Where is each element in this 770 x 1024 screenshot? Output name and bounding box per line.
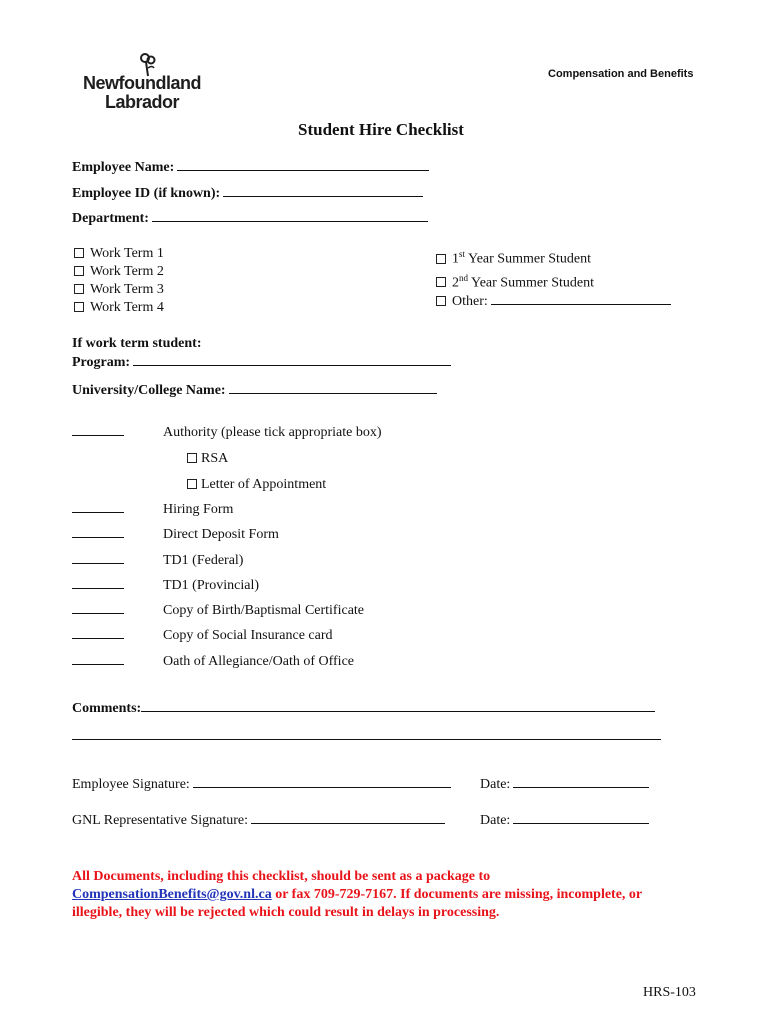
employee-name-row: [72, 158, 429, 176]
work-term-4-checkbox[interactable]: [74, 302, 84, 312]
rsa-checkbox[interactable]: [187, 453, 197, 463]
list-item: [72, 527, 279, 552]
checklist-blank[interactable]: [72, 553, 124, 564]
employee-id-field[interactable]: [223, 184, 423, 197]
second-year-summer-checkbox[interactable]: [436, 277, 446, 287]
header-department: Compensation and Benefits: [548, 68, 694, 80]
other-checkbox[interactable]: [436, 296, 446, 306]
checklist-label: Copy of Social Insurance card: [163, 628, 333, 644]
work-term-3-checkbox[interactable]: [74, 284, 84, 294]
summer-label: 1: [452, 251, 459, 267]
employee-id-label: Employee ID (if known):: [72, 186, 221, 201]
employee-name-field[interactable]: [177, 158, 429, 171]
logo-line2: Labrador: [105, 92, 180, 112]
date-label: Date:: [480, 813, 511, 828]
work-term-2-checkbox[interactable]: [74, 266, 84, 276]
date-label: Date:: [480, 777, 511, 792]
list-item: [436, 292, 671, 311]
gnl-date-row: [480, 811, 649, 829]
summer-label: 2: [452, 275, 459, 291]
checklist-label: Hiring Form: [163, 502, 234, 517]
checklist-blank[interactable]: [72, 654, 124, 665]
notice-line2: [72, 886, 642, 904]
gnl-signature-field[interactable]: [251, 811, 445, 824]
work-term-list: [74, 245, 164, 317]
list-item: [72, 628, 333, 653]
authority-option-rsa: [187, 451, 228, 467]
authority-row: [72, 425, 382, 441]
work-term-label: Work Term 4: [90, 300, 164, 315]
work-term-heading: If work term student:: [72, 336, 202, 351]
checklist-blank[interactable]: [72, 502, 124, 513]
list-item: [436, 269, 671, 293]
first-year-summer-checkbox[interactable]: [436, 254, 446, 264]
employee-name-label: Employee Name:: [72, 160, 175, 175]
pitcher-plant-icon: [137, 52, 157, 78]
ordinal-suffix: nd: [459, 272, 468, 283]
ordinal-suffix: st: [459, 249, 466, 259]
university-label: University/College Name:: [72, 383, 226, 398]
rsa-label: RSA: [201, 451, 229, 466]
notice-line3: illegible, they will be rejected which could result in delays in processing.: [72, 905, 500, 920]
list-item: [74, 299, 164, 317]
notice-text: or fax 709-729-7167. If documents are missing, incomplete, or: [271, 887, 643, 902]
list-item: [74, 281, 164, 299]
gnl-signature-row: [72, 811, 445, 829]
work-term-label: Work Term 3: [90, 282, 164, 297]
university-field[interactable]: [229, 381, 437, 394]
employee-signature-label: Employee Signature:: [72, 777, 190, 792]
work-term-label: Work Term 2: [90, 264, 164, 279]
employee-signature-field[interactable]: [193, 775, 451, 788]
department-label: Department:: [72, 211, 149, 226]
department-row: [72, 209, 428, 227]
work-term-1-checkbox[interactable]: [74, 248, 84, 258]
summer-label: Year Summer Student: [468, 275, 594, 291]
checklist-blank[interactable]: [72, 628, 124, 639]
checklist-label: Direct Deposit Form: [163, 527, 279, 543]
list-item: [72, 577, 260, 603]
checklist-label: TD1 (Provincial): [163, 577, 260, 593]
authority-blank[interactable]: [72, 425, 124, 436]
list-item: [74, 263, 164, 281]
gnl-signature-label: GNL Representative Signature:: [72, 813, 248, 828]
department-field[interactable]: [152, 209, 428, 222]
checklist-blank[interactable]: [72, 578, 124, 589]
program-label: Program:: [72, 355, 131, 370]
checklist-blank[interactable]: [72, 527, 124, 538]
other-field[interactable]: [491, 292, 671, 305]
notice-line1: All Documents, including this checklist, should be sent as a package to: [72, 869, 491, 884]
checklist-label: Oath of Allegiance/Oath of Office: [163, 653, 355, 669]
list-item: [72, 552, 244, 578]
page-title: Student Hire Checklist: [298, 120, 464, 139]
list-item: [72, 603, 365, 628]
comments-label: Comments:: [72, 701, 142, 716]
checklist-label: Copy of Birth/Baptismal Certificate: [163, 603, 365, 619]
employee-signature-row: [72, 775, 451, 793]
letter-of-appointment-checkbox[interactable]: [187, 479, 197, 489]
employee-date-field[interactable]: [513, 775, 649, 788]
letter-of-appointment-label: Letter of Appointment: [201, 477, 327, 492]
email-link[interactable]: CompensationBenefits@gov.nl.ca: [72, 887, 272, 902]
summer-student-list: [436, 245, 671, 311]
summer-label: Year Summer Student: [465, 251, 592, 267]
other-label: Other:: [452, 294, 488, 310]
logo: [83, 52, 201, 112]
comments-field[interactable]: [141, 699, 655, 712]
logo-line1: Newfoundland: [83, 73, 201, 93]
authority-option-letter: [187, 477, 326, 493]
list-item: [72, 502, 234, 527]
comments-field-line2[interactable]: [72, 727, 661, 740]
checklist: [72, 502, 365, 679]
list-item: [74, 245, 164, 263]
program-row: [72, 353, 451, 371]
comments-row: [72, 699, 655, 717]
authority-label: Authority (please tick appropriate box): [163, 425, 382, 440]
list-item: [72, 653, 355, 679]
form-code: HRS-103: [643, 985, 696, 1000]
university-row: [72, 381, 437, 399]
list-item: [436, 245, 671, 269]
submission-notice: [72, 868, 642, 922]
gnl-date-field[interactable]: [513, 811, 649, 824]
work-term-label: Work Term 1: [90, 246, 164, 261]
checklist-blank[interactable]: [72, 603, 124, 614]
employee-id-row: [72, 184, 423, 202]
employee-date-row: [480, 775, 649, 793]
checklist-label: TD1 (Federal): [163, 552, 244, 568]
program-field[interactable]: [133, 353, 451, 366]
